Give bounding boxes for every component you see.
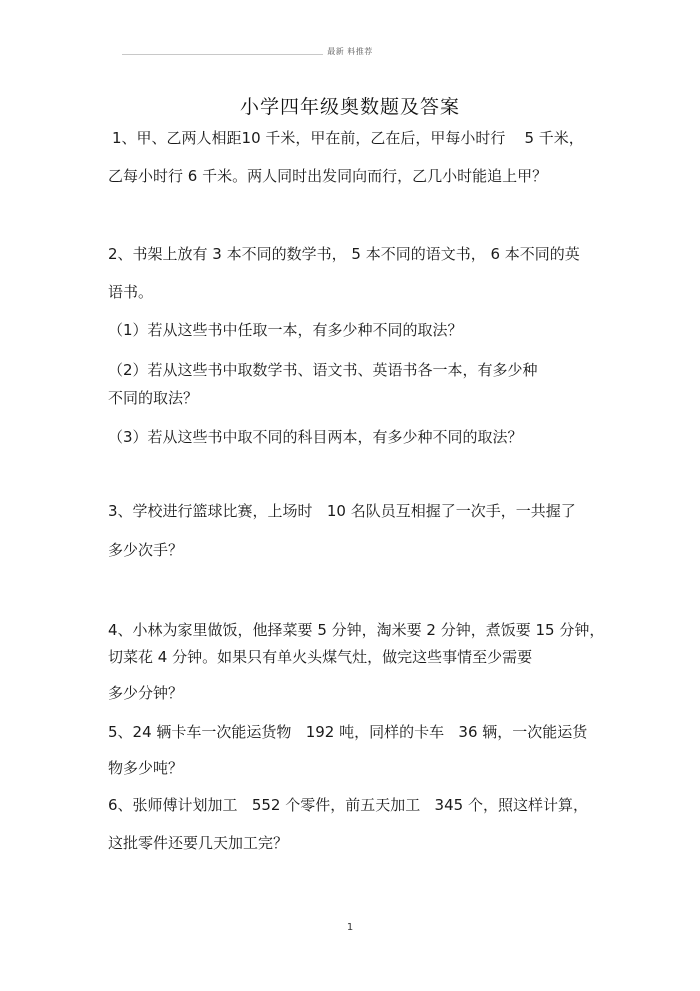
- question-2-sub-1: （1）若从这些书中任取一本，有多少种不同的取法？: [108, 321, 463, 339]
- question-6-line-1: 6、张师傅计划加工 552 个零件，前五天加工 345 个，照这样计算，: [108, 796, 588, 814]
- question-5-line-2: 物多少吨？: [108, 759, 184, 777]
- question-3-line-1: 3、学校进行篮球比赛，上场时 10 名队员互相握了一次手，一共握了: [108, 502, 576, 520]
- question-4-line-3: 多少分钟？: [108, 684, 184, 702]
- question-6-line-2: 这批零件还要几天加工完？: [108, 834, 289, 852]
- document-title: 小学四年级奥数题及答案: [239, 96, 460, 118]
- question-4-line-1: 4、小林为家里做饭，他择菜要 5 分钟，淘米要 2 分钟，煮饭要 15 分钟，: [108, 621, 605, 639]
- question-1-line-2: 乙每小时行 6 千米。两人同时出发同向而行，乙几小时能追上甲？: [108, 167, 548, 185]
- question-1-line-1: 1、甲、乙两人相距10 千米，甲在前，乙在后，甲每小时行 5 千米，: [112, 129, 584, 147]
- question-2-line-1: 2、书架上放有 3 本不同的数学书， 5 本不同的语文书， 6 本不同的英: [108, 245, 580, 263]
- question-2-sub-2-line-2: 不同的取法？: [108, 389, 199, 407]
- question-2-sub-2-line-1: （2）若从这些书中取数学书、语文书、英语书各一本，有多少种: [108, 361, 538, 379]
- question-4-line-2: 切菜花 4 分钟。如果只有单火头煤气灶，做完这些事情至少需要: [108, 648, 533, 666]
- question-5-line-1: 5、24 辆卡车一次能运货物 192 吨，同样的卡车 36 辆，一次能运货: [108, 723, 588, 741]
- header-watermark: 最新 料推荐: [0, 46, 700, 57]
- page-number: 1: [346, 922, 354, 933]
- question-3-line-2: 多少次手？: [108, 541, 184, 559]
- question-2-sub-3: （3）若从这些书中取不同的科目两本，有多少种不同的取法？: [108, 428, 523, 446]
- question-2-line-2: 语书。: [108, 283, 154, 301]
